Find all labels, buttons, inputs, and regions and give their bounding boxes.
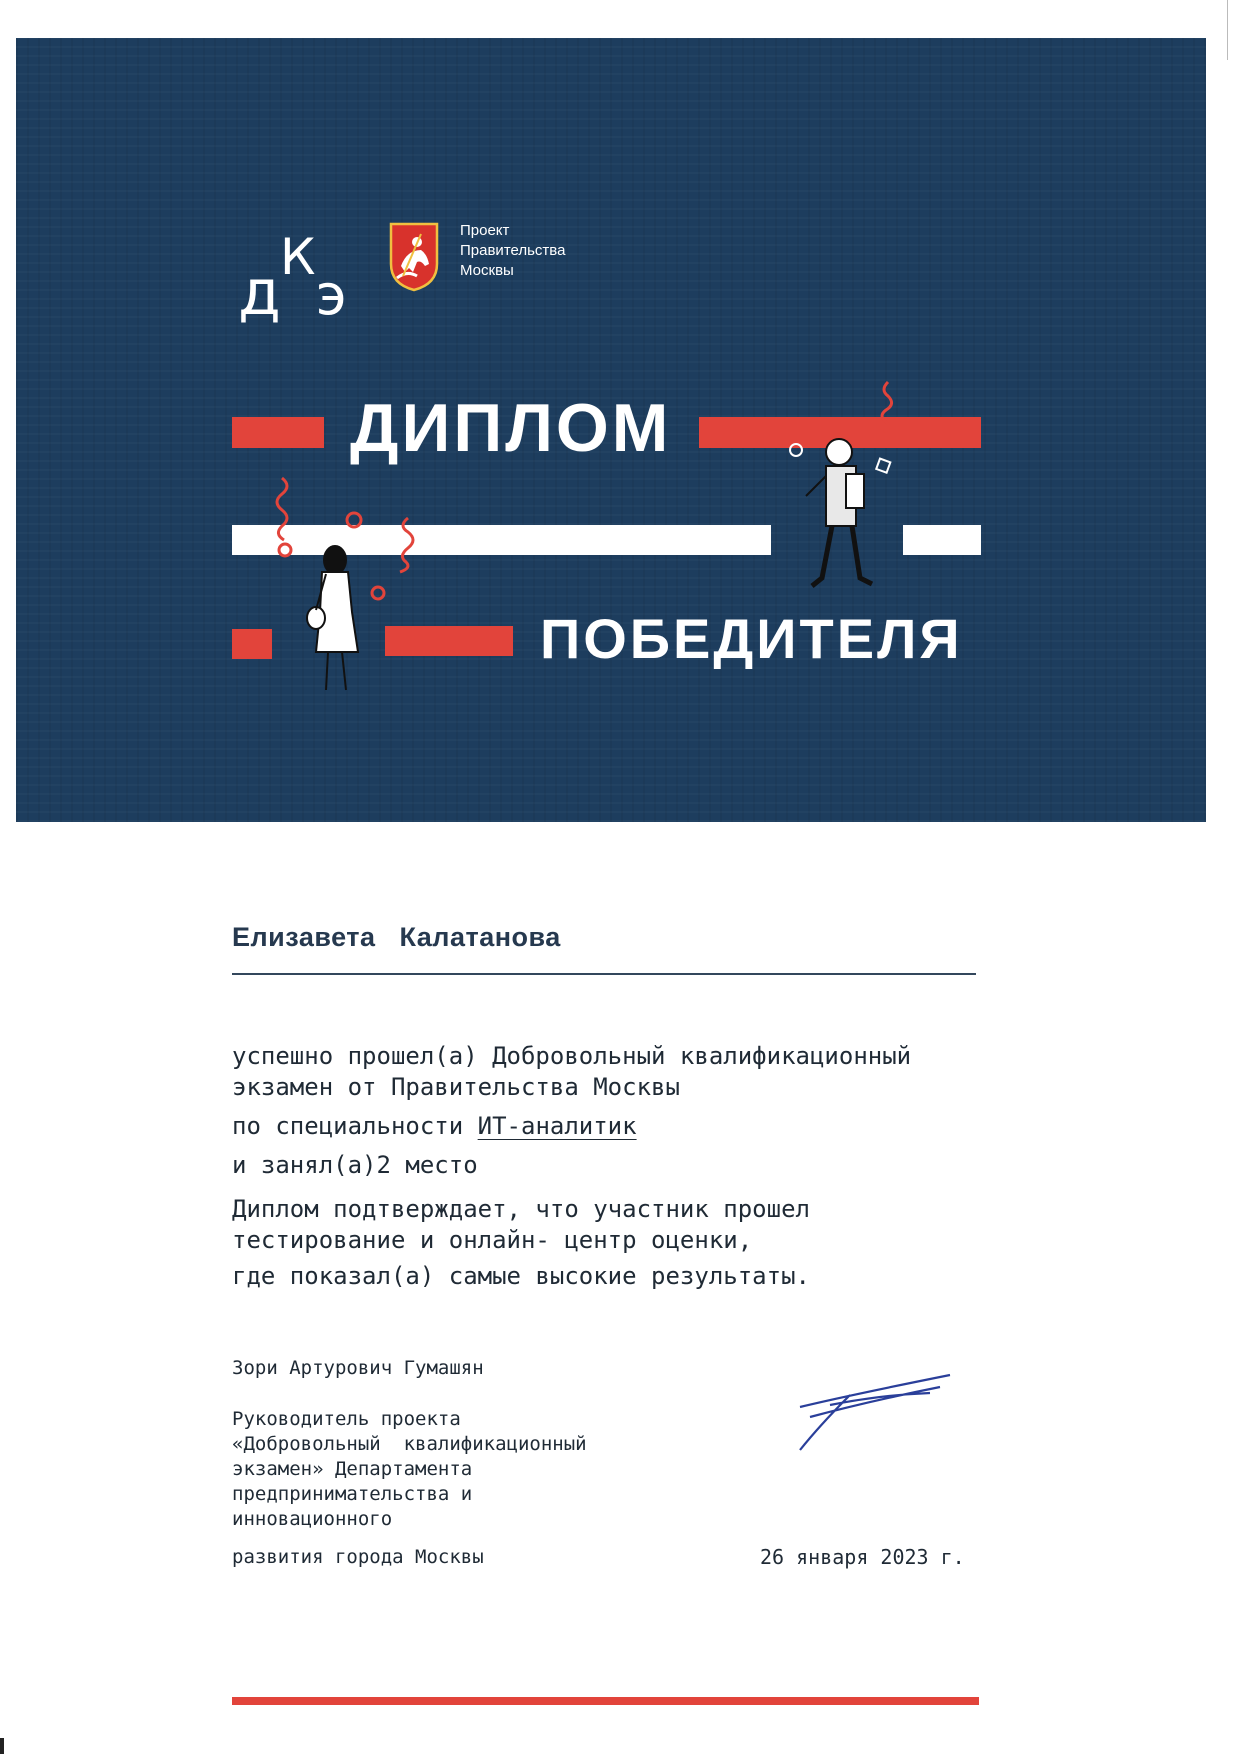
body-line: экзамен от Правительства Москвы — [232, 1073, 680, 1101]
signatory-title-line: Руководитель проекта — [232, 1408, 461, 1430]
body-line: Диплом подтверждает, что участник прошел — [232, 1195, 810, 1223]
diploma-title-line1: ДИПЛОМ — [350, 390, 672, 466]
signatory-title-line: инновационного — [232, 1508, 393, 1530]
signatory-title-line: «Добровольный квалификационный — [232, 1433, 587, 1455]
diploma-title-line2: ПОБЕДИТЕЛЯ — [540, 607, 963, 670]
project-caption-line: Правительства — [460, 242, 566, 259]
squiggle-decor — [277, 382, 892, 599]
body-line: успешно прошел(а) Добровольный квалификационный — [232, 1042, 912, 1070]
body-line: и занял(а)2 место — [232, 1151, 478, 1179]
signatory-title-line: экзамен» Департамента — [232, 1458, 473, 1480]
scan-corner-mark — [0, 1738, 4, 1754]
man-figure — [806, 439, 872, 586]
issue-date: 26 января 2023 г. — [760, 1545, 965, 1569]
signatory-title-line: предпринимательства и — [232, 1483, 473, 1505]
project-caption-line: Проект — [460, 222, 510, 239]
specialty-prefix: по специальности — [232, 1112, 478, 1140]
body-line-specialty — [232, 1111, 637, 1142]
name-underline — [232, 973, 976, 975]
body-line: где показал(а) самые высокие результаты. — [232, 1262, 810, 1290]
body-line: тестирование и онлайн- центр оценки, — [232, 1226, 753, 1254]
handwritten-signature — [790, 1365, 960, 1455]
specialty-value: ИТ-аналитик — [477, 1112, 637, 1140]
signatory-name: Зори Артурович Гумашян — [232, 1357, 484, 1379]
signatory-title-line: развития города Москвы — [232, 1546, 484, 1568]
dke-logo-k: К — [280, 228, 316, 286]
bottom-accent-line — [232, 1697, 979, 1705]
illustration — [0, 0, 1240, 830]
recipient-name: Елизавета Калатанова — [232, 922, 561, 952]
dke-logo-e: э — [316, 263, 347, 328]
project-caption-line: Москвы — [460, 262, 514, 279]
dke-logo-d: д — [238, 256, 281, 329]
woman-figure — [307, 546, 358, 690]
